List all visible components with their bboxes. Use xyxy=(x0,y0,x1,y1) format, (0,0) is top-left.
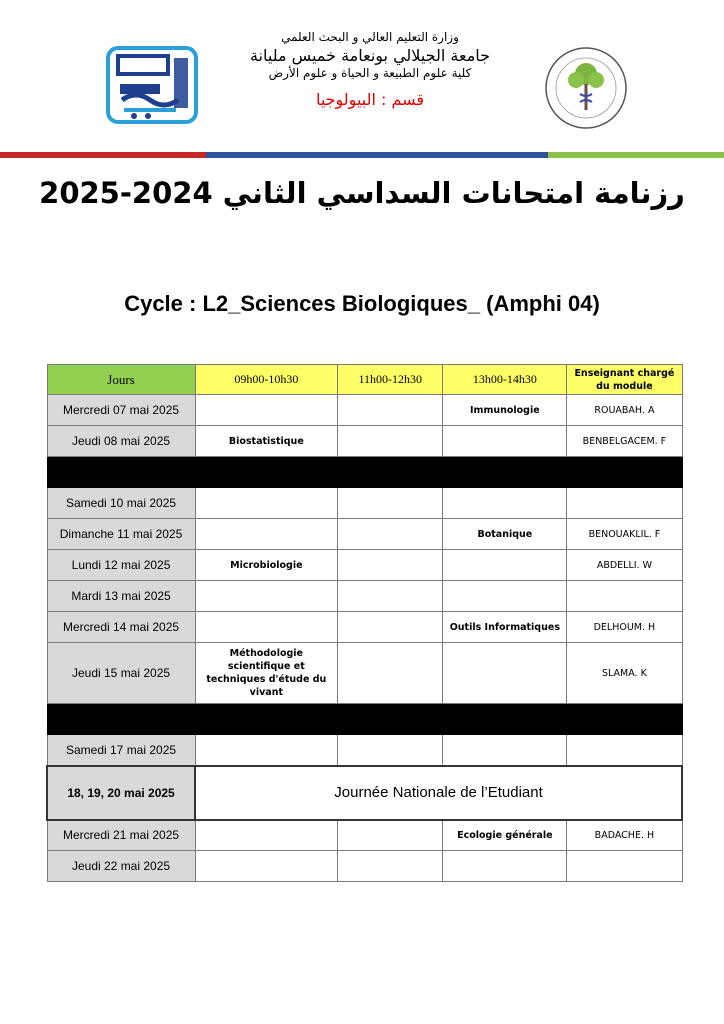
row-day: Mercredi 14 mai 2025 xyxy=(47,612,195,643)
blocked-cell xyxy=(47,457,195,488)
row-day: Jeudi 22 mai 2025 xyxy=(47,851,195,882)
row-teacher: DELHOUM. H xyxy=(567,612,682,643)
header-stripe-green xyxy=(548,152,724,158)
ministry-name: وزارة التعليم العالي و البحث العلمي xyxy=(281,30,459,44)
row-slot-3: Outils Informatiques xyxy=(443,612,567,643)
row-slot-2 xyxy=(338,735,443,766)
row-teacher xyxy=(567,581,682,612)
blocked-cell xyxy=(195,704,338,735)
row-slot-2 xyxy=(338,519,443,550)
row-slot-1: Biostatistique xyxy=(195,426,338,457)
header-slot-1: 09h00-10h30 xyxy=(195,365,338,395)
table-row xyxy=(47,581,682,612)
event-days: 18, 19, 20 mai 2025 xyxy=(47,766,195,820)
row-slot-3 xyxy=(443,550,567,581)
row-slot-3: Ecologie générale xyxy=(443,820,567,851)
table-row xyxy=(47,612,682,643)
row-day: Mercredi 21 mai 2025 xyxy=(47,820,195,851)
row-teacher: ABDELLI. W xyxy=(567,550,682,581)
row-slot-3: Immunologie xyxy=(443,395,567,426)
row-slot-1 xyxy=(195,519,338,550)
university-logo xyxy=(104,44,200,126)
row-slot-1 xyxy=(195,581,338,612)
blocked-cell xyxy=(338,457,443,488)
table-row xyxy=(47,643,682,704)
table-row xyxy=(47,488,682,519)
row-teacher: ROUABAH. A xyxy=(567,395,682,426)
table-row xyxy=(47,426,682,457)
blocked-cell xyxy=(567,457,682,488)
row-teacher xyxy=(567,488,682,519)
row-day: Mercredi 07 mai 2025 xyxy=(47,395,195,426)
table-row xyxy=(47,395,682,426)
row-slot-3 xyxy=(443,735,567,766)
row-day: Jeudi 15 mai 2025 xyxy=(47,643,195,704)
row-slot-1 xyxy=(195,820,338,851)
blocked-cell xyxy=(443,457,567,488)
row-day: Mardi 13 mai 2025 xyxy=(47,581,195,612)
row-slot-1 xyxy=(195,735,338,766)
row-slot-1 xyxy=(195,488,338,519)
row-slot-1: Méthodologie scientifique et techniques d'étude du vivant xyxy=(195,643,338,704)
table-row xyxy=(47,851,682,882)
header-jours: Jours xyxy=(47,365,195,395)
table-header-row xyxy=(47,365,682,395)
table-row xyxy=(47,820,682,851)
blocked-cell xyxy=(443,704,567,735)
row-slot-3: Botanique xyxy=(443,519,567,550)
header-slot-3: 13h00-14h30 xyxy=(443,365,567,395)
blocked-row xyxy=(47,704,682,735)
row-slot-2 xyxy=(338,426,443,457)
faculty-logo xyxy=(542,44,630,132)
row-day: Lundi 12 mai 2025 xyxy=(47,550,195,581)
row-slot-1: Microbiologie xyxy=(195,550,338,581)
row-slot-3 xyxy=(443,581,567,612)
document-header xyxy=(0,0,724,160)
department-name: قسم : البيولوجيا xyxy=(315,90,425,109)
row-slot-2 xyxy=(338,550,443,581)
row-teacher xyxy=(567,735,682,766)
header-text-block xyxy=(210,30,530,111)
row-slot-2 xyxy=(338,612,443,643)
row-slot-3 xyxy=(443,488,567,519)
header-stripe-red xyxy=(0,152,206,158)
blocked-cell xyxy=(47,704,195,735)
row-slot-3 xyxy=(443,851,567,882)
header-slot-2: 11h00-12h30 xyxy=(338,365,443,395)
page-title: رزنامة امتحانات السداسي الثاني 2024-2025 xyxy=(39,176,685,210)
header-teacher: Enseignant chargé du module xyxy=(567,365,682,395)
row-day: Jeudi 08 mai 2025 xyxy=(47,426,195,457)
row-slot-2 xyxy=(338,488,443,519)
university-name: جامعة الجيلالي بونعامة خميس مليانة xyxy=(249,46,491,65)
exam-schedule-table xyxy=(46,364,683,882)
blocked-row xyxy=(47,457,682,488)
row-slot-1 xyxy=(195,395,338,426)
row-teacher: SLAMA. K xyxy=(567,643,682,704)
row-teacher: BENOUAKLIL. F xyxy=(567,519,682,550)
row-teacher xyxy=(567,851,682,882)
row-teacher: BENBELGACEM. F xyxy=(567,426,682,457)
event-row xyxy=(47,766,682,820)
row-slot-2 xyxy=(338,395,443,426)
table-row xyxy=(47,550,682,581)
blocked-cell xyxy=(338,704,443,735)
faculty-name: كلية علوم الطبيعة و الحياة و علوم الأرض xyxy=(268,66,472,80)
row-day: Samedi 10 mai 2025 xyxy=(47,488,195,519)
table-row xyxy=(47,735,682,766)
row-day: Samedi 17 mai 2025 xyxy=(47,735,195,766)
row-teacher: BADACHE. H xyxy=(567,820,682,851)
row-day: Dimanche 11 mai 2025 xyxy=(47,519,195,550)
blocked-cell xyxy=(567,704,682,735)
row-slot-3 xyxy=(443,426,567,457)
cycle-title: Cycle : L2_Sciences Biologiques_ (Amphi 04) xyxy=(124,291,600,316)
table-row xyxy=(47,519,682,550)
row-slot-1 xyxy=(195,612,338,643)
row-slot-2 xyxy=(338,851,443,882)
row-slot-1 xyxy=(195,851,338,882)
row-slot-2 xyxy=(338,643,443,704)
row-slot-3 xyxy=(443,643,567,704)
blocked-cell xyxy=(195,457,338,488)
header-stripe-blue xyxy=(206,152,548,158)
row-slot-2 xyxy=(338,820,443,851)
event-label: Journée Nationale de l’Etudiant xyxy=(195,766,682,820)
row-slot-2 xyxy=(338,581,443,612)
